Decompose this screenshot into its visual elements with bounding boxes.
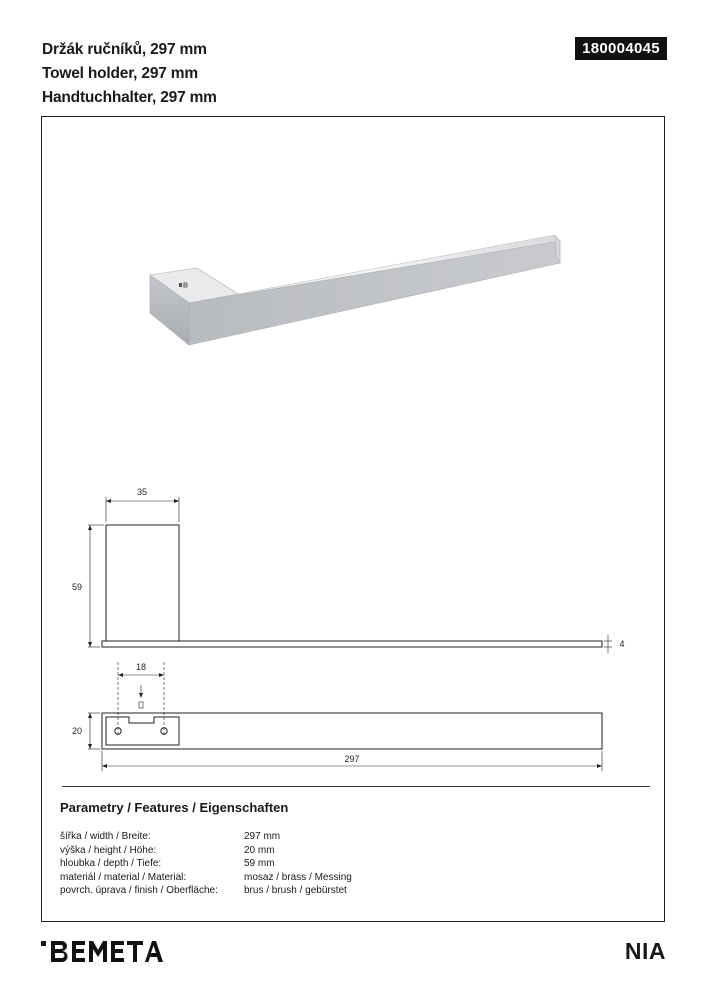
dim-label-35: 35 — [136, 487, 148, 497]
spec-row — [60, 884, 352, 898]
spec-label: výška / height / Höhe: — [60, 844, 157, 856]
series-name: NIA — [624, 938, 666, 964]
spec-row — [60, 830, 352, 844]
side-view-block — [106, 525, 179, 641]
spec-value: 20 mm — [244, 844, 275, 856]
spec-label: hloubka / depth / Tiefe: — [60, 858, 162, 869]
title-german: Handtuchhalter, 297 mm — [42, 89, 217, 106]
dim-label-297: 297 — [344, 754, 360, 764]
dim-label-20: 20 — [71, 726, 82, 736]
dim-label-18: 18 — [135, 662, 147, 672]
spec-label: povrch. úprava / finish / Oberfläche: — [60, 885, 218, 896]
svg-text:B: B — [183, 282, 189, 290]
spec-label: šířka / width / Breite: — [60, 831, 151, 842]
technical-drawing — [42, 117, 664, 777]
spec-value: 59 mm — [244, 858, 275, 869]
front-view-bar — [102, 713, 602, 749]
dim-label-59: 59 — [71, 582, 82, 592]
spec-label: materiál / material / Material: — [60, 871, 187, 883]
title-english: Towel holder, 297 mm — [42, 65, 198, 82]
spec-value: mosaz / brass / Messing — [244, 871, 352, 883]
mounting-plate — [106, 717, 179, 745]
spec-row — [60, 871, 352, 885]
title-czech: Držák ručníků, 297 mm — [42, 41, 207, 58]
spec-row — [60, 844, 352, 858]
spec-value: brus / brush / gebürstet — [244, 885, 347, 896]
features-divider — [62, 786, 650, 787]
dim-label-4: 4 — [619, 639, 625, 649]
bemeta-brand-logo — [41, 938, 183, 964]
spec-value: 297 mm — [244, 831, 281, 842]
features-heading: Parametry / Features / Eigenschaften — [60, 800, 289, 815]
product-sheet-frame — [41, 116, 665, 922]
spec-list — [60, 830, 352, 898]
side-view-bar — [102, 641, 602, 647]
product-code-badge: 180004045 — [575, 37, 667, 60]
spec-row — [60, 857, 352, 871]
product-titles — [42, 38, 217, 110]
